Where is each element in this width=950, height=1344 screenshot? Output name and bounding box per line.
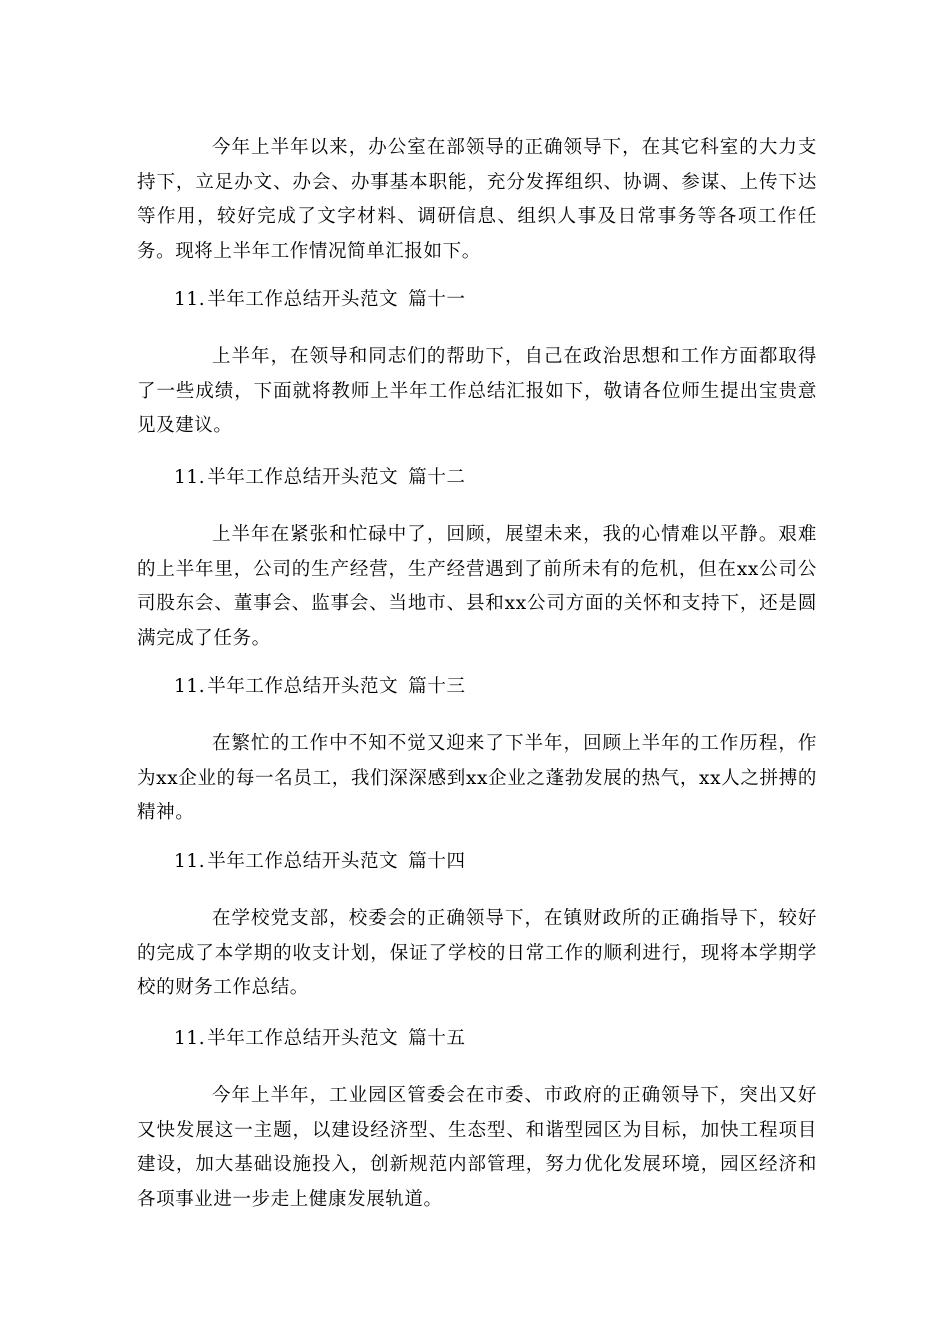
heading-title: 半年工作总结开头范文 [207, 1028, 399, 1049]
heading-title: 半年工作总结开头范文 [207, 851, 399, 872]
section-heading-11 [174, 287, 466, 313]
section-heading-12 [174, 465, 466, 491]
heading-subtitle: 篇十五 [408, 1028, 466, 1049]
paragraph-15: 今年上半年，工业园区管委会在市委、市政府的正确领导下，突出又好又快发展这一主题，以建设经济型、生态型、和谐型园区为目标，加快工程项目建设，加大基础设施投入，创新规范内部管理，努力优化发展环境，园区经济和各项事业进一步走上健康发展轨道。 [137, 1085, 817, 1210]
paragraph-11: 上半年，在领导和同志们的帮助下，自己在政治思想和工作方面都取得了一些成绩，下面就将教师上半年工作总结汇报如下，敬请各位师生提出宝贵意见及建议。 [137, 346, 817, 436]
paragraph-14: 在学校党支部，校委会的正确领导下，在镇财政所的正确指导下，较好的完成了本学期的收支计划，保证了学校的日常工作的顺利进行，现将本学期学校的财务工作总结。 [137, 908, 817, 998]
heading-number: 11. [174, 1028, 206, 1049]
heading-title: 半年工作总结开头范文 [207, 289, 399, 310]
heading-number: 11. [174, 467, 206, 488]
paragraph-12: 上半年在紧张和忙碌中了，回顾，展望未来，我的心情难以平静。艰难的上半年里，公司的生产经营，生产经营遇到了前所未有的危机，但在xx公司公司股东会、董事会、监事会、当地市、县和xx公司方面的关怀和支持下，还是圆满完成了任务。 [137, 524, 817, 649]
paragraph-13: 在繁忙的工作中不知不觉又迎来了下半年，回顾上半年的工作历程，作为xx企业的每一名员工，我们深深感到xx企业之蓬勃发展的热气，xx人之拼搏的精神。 [137, 733, 817, 823]
heading-title: 半年工作总结开头范文 [207, 467, 399, 488]
section-heading-15 [174, 1026, 466, 1052]
heading-number: 11. [174, 289, 206, 310]
heading-subtitle: 篇十一 [408, 289, 466, 310]
heading-subtitle: 篇十二 [408, 467, 466, 488]
heading-number: 11. [174, 676, 206, 697]
heading-subtitle: 篇十四 [408, 851, 466, 872]
section-heading-14 [174, 849, 466, 875]
paragraph-intro: 今年上半年以来，办公室在部领导的正确领导下，在其它科室的大力支持下，立足办文、办会、办事基本职能，充分发挥组织、协调、参谋、上传下达等作用，较好完成了文字材料、调研信息、组织人事及日常事务等各项工作任务。现将上半年工作情况简单汇报如下。 [137, 137, 817, 262]
heading-number: 11. [174, 851, 206, 872]
heading-title: 半年工作总结开头范文 [207, 676, 399, 697]
section-heading-13 [174, 674, 466, 700]
heading-subtitle: 篇十三 [408, 676, 466, 697]
